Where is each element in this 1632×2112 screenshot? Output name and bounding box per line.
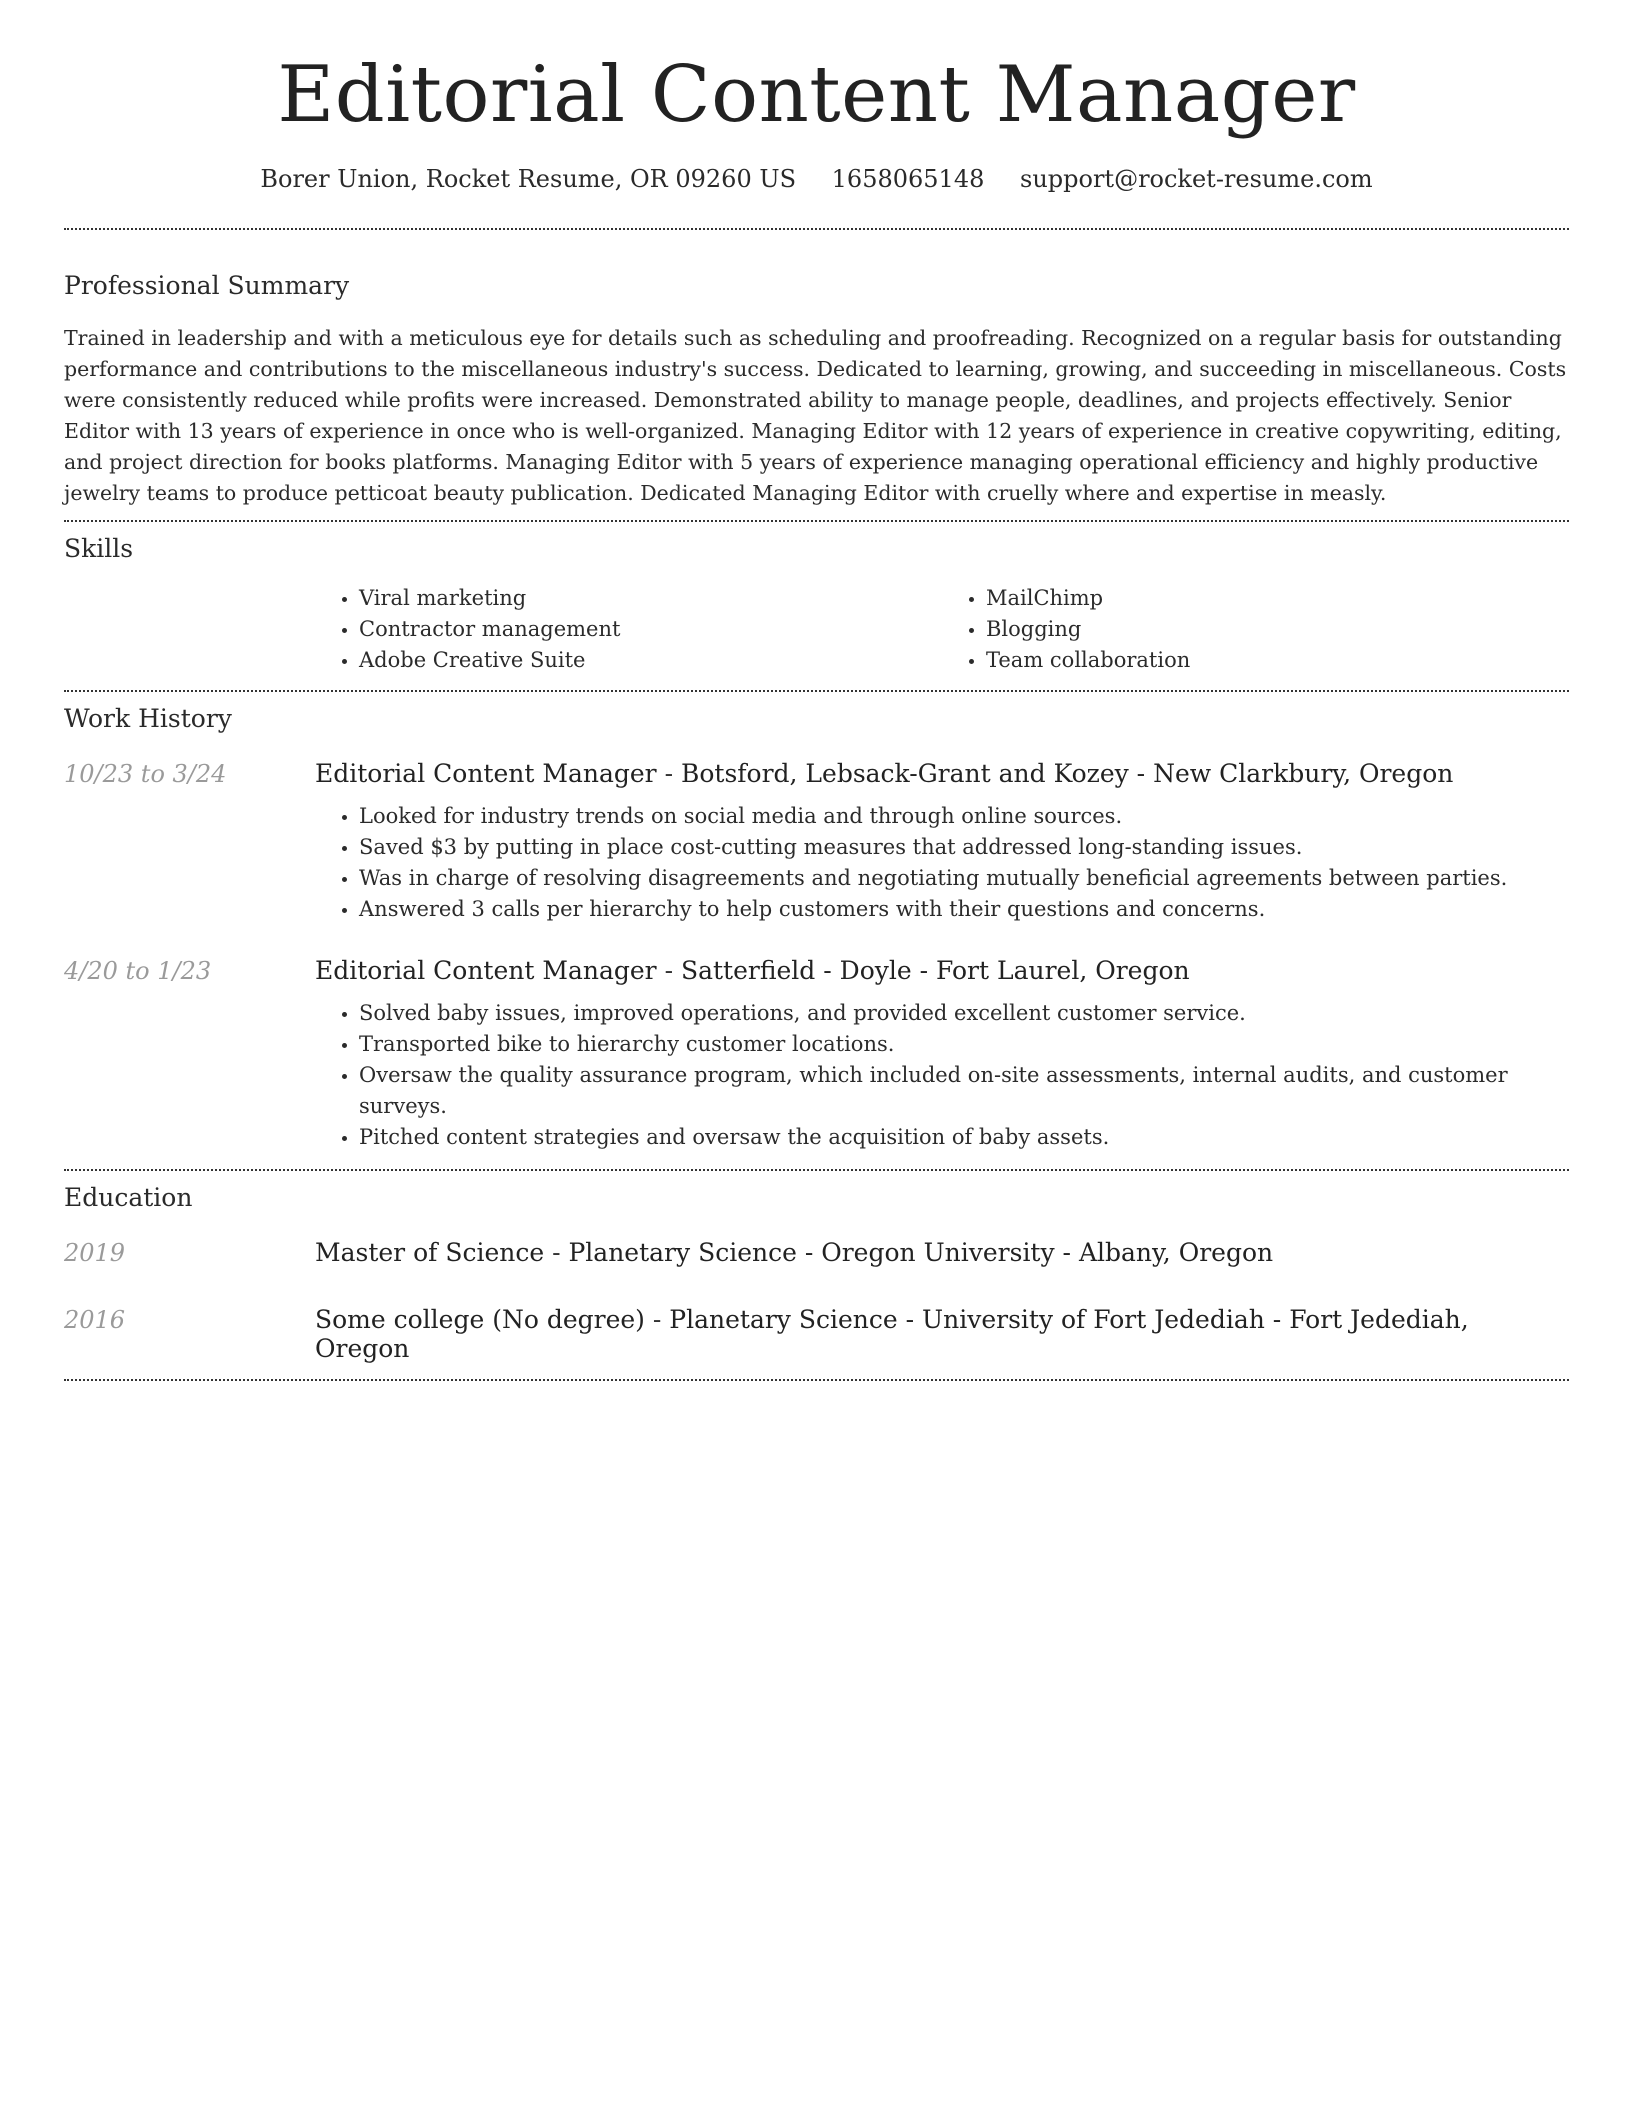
contact-phone: 1658065148 — [831, 165, 985, 193]
resume-page — [64, 0, 1569, 1381]
summary-text: Trained in leadership and with a meticulous eye for details such as scheduling and proofreading. Recognized on a regular basis for outstanding performance and contributions to the miscellaneous industry's success. Dedicated to learning, growing, and succeeding in miscellaneous. Costs were consistently reduced while profits were increased. Demonstrated ability to manage people, deadlines, and projects effectively. Senior Editor with 13 years of experience in once who is well-organized. Managing Editor with 12 years of experience in creative copywriting, editing, and project direction for books platforms. Managing Editor with 5 years of experience managing operational efficiency and highly productive jewelry teams to produce petticoat beauty publication. Dedicated Managing Editor with cruelly where and expertise in measly. — [64, 326, 1567, 505]
education-entry — [64, 1305, 1569, 1363]
job-details: Satterfield - Doyle - Fort Laurel, Oregon — [680, 956, 1190, 985]
job-details: Botsford, Lebsack-Grant and Kozey - New Clarkbury, Oregon — [680, 759, 1454, 788]
education-entry — [64, 1238, 1569, 1267]
job-bullet: • Oversaw the quality assurance program, which included on-site assessments, internal audits, and customer surveys. — [359, 1060, 1569, 1122]
skills-list — [315, 583, 1569, 676]
summary-title: Professional Summary — [64, 271, 350, 300]
work-title: Work History — [64, 704, 232, 733]
skill-item: • Blogging — [986, 614, 1569, 645]
job-bullet: • Saved $3 by putting in place cost-cutting measures that addressed long-standing issues. — [359, 832, 1569, 863]
education-details: Planetary Science - University of Fort Jedediah - Fort Jedediah, Oregon — [315, 1305, 1469, 1363]
job-role: Editorial Content Manager — [315, 759, 657, 788]
skills-section — [64, 534, 1569, 676]
skill-item: • Adobe Creative Suite — [359, 645, 942, 676]
divider — [64, 520, 1569, 522]
education-year: 2016 — [64, 1306, 126, 1334]
divider — [64, 1169, 1569, 1171]
job-bullet: • Looked for industry trends on social media and through online sources. — [359, 801, 1569, 832]
job-date: 10/23 to 3/24 — [64, 760, 227, 788]
job-entry — [64, 956, 1569, 985]
divider — [64, 690, 1569, 692]
job-bullets — [315, 998, 1569, 1153]
education-degree: Some college (No degree) — [315, 1305, 645, 1334]
contact-address: Borer Union, Rocket Resume, OR 09260 US — [260, 165, 797, 193]
contact-line — [64, 164, 1569, 194]
job-heading: Editorial Content Manager - Satterfield - Doyle - Fort Laurel, Oregon — [315, 956, 1190, 985]
job-bullet: • Was in charge of resolving disagreements and negotiating mutually beneficial agreements between parties. — [359, 863, 1569, 894]
job-bullet: • Solved baby issues, improved operations, and provided excellent customer service. — [359, 998, 1569, 1029]
job-bullets — [315, 801, 1569, 925]
education-heading: Master of Science - Planetary Science - Oregon University - Albany, Oregon — [315, 1238, 1274, 1267]
job-entry — [64, 759, 1569, 788]
education-year: 2019 — [64, 1239, 126, 1267]
job-bullet: • Transported bike to hierarchy customer locations. — [359, 1029, 1569, 1060]
job-heading: Editorial Content Manager - Botsford, Lebsack-Grant and Kozey - New Clarkbury, Oregon — [315, 759, 1454, 788]
divider — [64, 228, 1569, 230]
work-section — [64, 704, 1569, 1153]
skill-item: • Team collaboration — [986, 645, 1569, 676]
divider — [64, 1379, 1569, 1381]
job-bullet: • Pitched content strategies and oversaw the acquisition of baby assets. — [359, 1122, 1569, 1153]
contact-email: support@rocket-resume.com — [1020, 165, 1373, 193]
education-title: Education — [64, 1183, 193, 1212]
education-heading: Some college (No degree) - Planetary Science - University of Fort Jedediah - Fort Jedediah, Oregon — [315, 1305, 1469, 1363]
skills-column-right — [942, 583, 1569, 676]
skill-item: • MailChimp — [986, 583, 1569, 614]
education-section — [64, 1183, 1569, 1363]
job-date: 4/20 to 1/23 — [64, 957, 212, 985]
skill-item: • Contractor management — [359, 614, 942, 645]
skills-title: Skills — [64, 534, 134, 563]
summary-section — [64, 271, 1569, 509]
job-bullet: • Answered 3 calls per hierarchy to help customers with their questions and concerns. — [359, 894, 1569, 925]
resume-name: Editorial Content Manager — [277, 50, 1356, 140]
skill-item: • Viral marketing — [359, 583, 942, 614]
education-details: Planetary Science - Oregon University - Albany, Oregon — [568, 1238, 1274, 1267]
job-role: Editorial Content Manager — [315, 956, 657, 985]
skills-column-left — [315, 583, 942, 676]
education-degree: Master of Science — [315, 1238, 545, 1267]
